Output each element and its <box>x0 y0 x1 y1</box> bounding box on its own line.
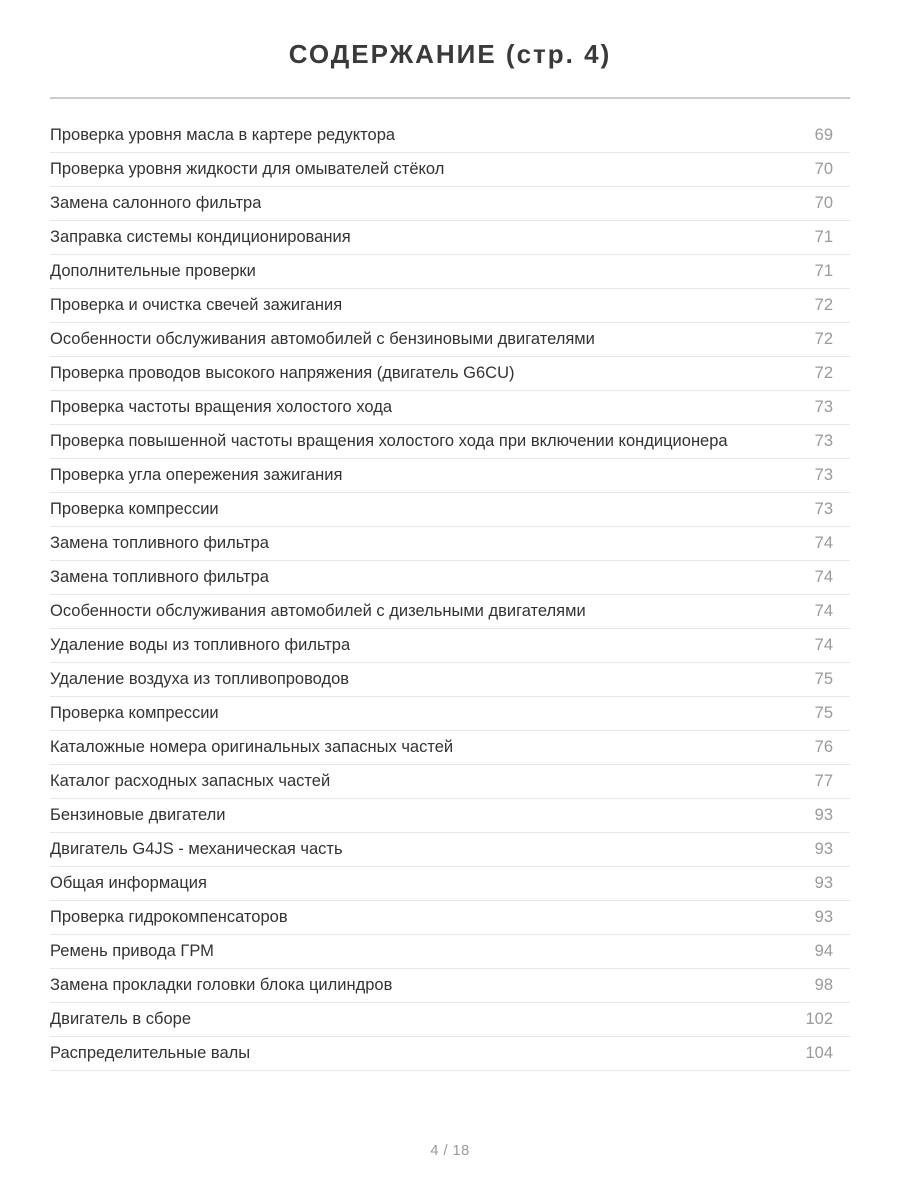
toc-entry <box>50 119 850 153</box>
toc-entry <box>50 289 850 323</box>
toc-entry-page: 74 <box>814 568 833 586</box>
toc-entry-label: Проверка уровня масла в картере редуктора <box>50 126 396 144</box>
toc-entry-page: 73 <box>814 466 833 484</box>
toc-entry <box>50 969 850 1003</box>
toc-entry <box>50 867 850 901</box>
toc-entry-label: Каталожные номера оригинальных запасных частей <box>50 738 454 756</box>
toc-entry-label: Бензиновые двигатели <box>50 806 226 824</box>
toc-entry <box>50 629 850 663</box>
toc-entry-page: 72 <box>814 296 833 314</box>
toc-entry-page: 75 <box>814 704 833 722</box>
toc-entry <box>50 527 850 561</box>
toc-entry-page: 69 <box>814 126 833 144</box>
toc-entry-label: Замена топливного фильтра <box>50 534 269 552</box>
page-header <box>0 0 900 70</box>
toc-entry-label: Проверка компрессии <box>50 500 219 518</box>
toc-entry <box>50 493 850 527</box>
toc-entry-label: Проверка частоты вращения холостого хода <box>50 398 392 416</box>
toc-entry-page: 93 <box>814 840 833 858</box>
toc-entry <box>50 1003 850 1037</box>
toc-entry-label: Проверка и очистка свечей зажигания <box>50 296 343 314</box>
toc-entry-page: 74 <box>814 602 833 620</box>
toc-entry <box>50 357 850 391</box>
toc-entry <box>50 323 850 357</box>
toc-entry <box>50 187 850 221</box>
toc-entry-label: Ремень привода ГРМ <box>50 942 214 960</box>
toc-entry-label: Распределительные валы <box>50 1044 251 1062</box>
toc-entry <box>50 731 850 765</box>
toc-entry <box>50 561 850 595</box>
toc-entry-page: 72 <box>814 364 833 382</box>
toc-entry <box>50 833 850 867</box>
toc-entry-page: 73 <box>814 398 833 416</box>
toc-entry-label: Двигатель G4JS - механическая часть <box>50 840 343 858</box>
toc-entry-label: Проверка компрессии <box>50 704 219 722</box>
toc-entry-label: Проверка проводов высокого напряжения (двигатель G6CU) <box>50 364 515 382</box>
toc-entry <box>50 697 850 731</box>
toc-entry-label: Замена топливного фильтра <box>50 568 269 586</box>
header-divider <box>50 97 850 99</box>
toc-entry <box>50 153 850 187</box>
toc-entry-page: 71 <box>814 228 833 246</box>
page-title: СОДЕРЖАНИЕ (стр. 4) <box>288 39 612 69</box>
toc-entry-page: 104 <box>805 1044 833 1062</box>
toc-entry-label: Проверка угла опережения зажигания <box>50 466 343 484</box>
toc-entry-page: 72 <box>814 330 833 348</box>
toc-entry-label: Проверка гидрокомпенсаторов <box>50 908 288 926</box>
toc-entry-page: 93 <box>814 806 833 824</box>
toc-entry-label: Проверка повышенной частоты вращения холостого хода при включении кондиционера <box>50 432 728 450</box>
toc-entry-page: 73 <box>814 432 833 450</box>
toc-entry <box>50 935 850 969</box>
toc-entry-label: Общая информация <box>50 874 207 892</box>
toc-entry-label: Замена салонного фильтра <box>50 194 262 212</box>
toc-entry-page: 74 <box>814 534 833 552</box>
toc-entry <box>50 901 850 935</box>
toc-entry <box>50 663 850 697</box>
toc-entry <box>50 1037 850 1071</box>
toc-entry-page: 73 <box>814 500 833 518</box>
toc-entry <box>50 221 850 255</box>
toc-entry-label: Каталог расходных запасных частей <box>50 772 331 790</box>
toc-entry-label: Особенности обслуживания автомобилей с дизельными двигателями <box>50 602 586 620</box>
toc-entry-label: Дополнительные проверки <box>50 262 256 280</box>
toc-entry <box>50 799 850 833</box>
toc-entry-page: 98 <box>814 976 833 994</box>
toc-entry-page: 70 <box>814 160 833 178</box>
page-footer <box>0 1142 900 1160</box>
toc-entry-label: Удаление воздуха из топливопроводов <box>50 670 350 688</box>
toc-entry-page: 102 <box>805 1010 833 1028</box>
toc-entry-page: 71 <box>814 262 833 280</box>
toc-entry-page: 93 <box>814 908 833 926</box>
toc-entry-label: Двигатель в сборе <box>50 1010 192 1028</box>
toc-entry-page: 93 <box>814 874 833 892</box>
toc-entry-label: Замена прокладки головки блока цилиндров <box>50 976 393 994</box>
toc-entry <box>50 459 850 493</box>
toc-entry-label: Особенности обслуживания автомобилей с бензиновыми двигателями <box>50 330 595 348</box>
page-number-indicator: 4 / 18 <box>430 1143 470 1159</box>
toc-entry-page: 74 <box>814 636 833 654</box>
toc-list <box>50 119 850 1071</box>
toc-entry-page: 94 <box>814 942 833 960</box>
toc-entry-page: 76 <box>814 738 833 756</box>
toc-entry-label: Проверка уровня жидкости для омывателей стёкол <box>50 160 445 178</box>
toc-entry-label: Заправка системы кондиционирования <box>50 228 351 246</box>
toc-entry-page: 75 <box>814 670 833 688</box>
toc-entry <box>50 765 850 799</box>
toc-entry-page: 70 <box>814 194 833 212</box>
toc-entry <box>50 425 850 459</box>
toc-entry-label: Удаление воды из топливного фильтра <box>50 636 351 654</box>
toc-entry <box>50 595 850 629</box>
toc-entry <box>50 391 850 425</box>
toc-entry <box>50 255 850 289</box>
toc-entry-page: 77 <box>814 772 833 790</box>
